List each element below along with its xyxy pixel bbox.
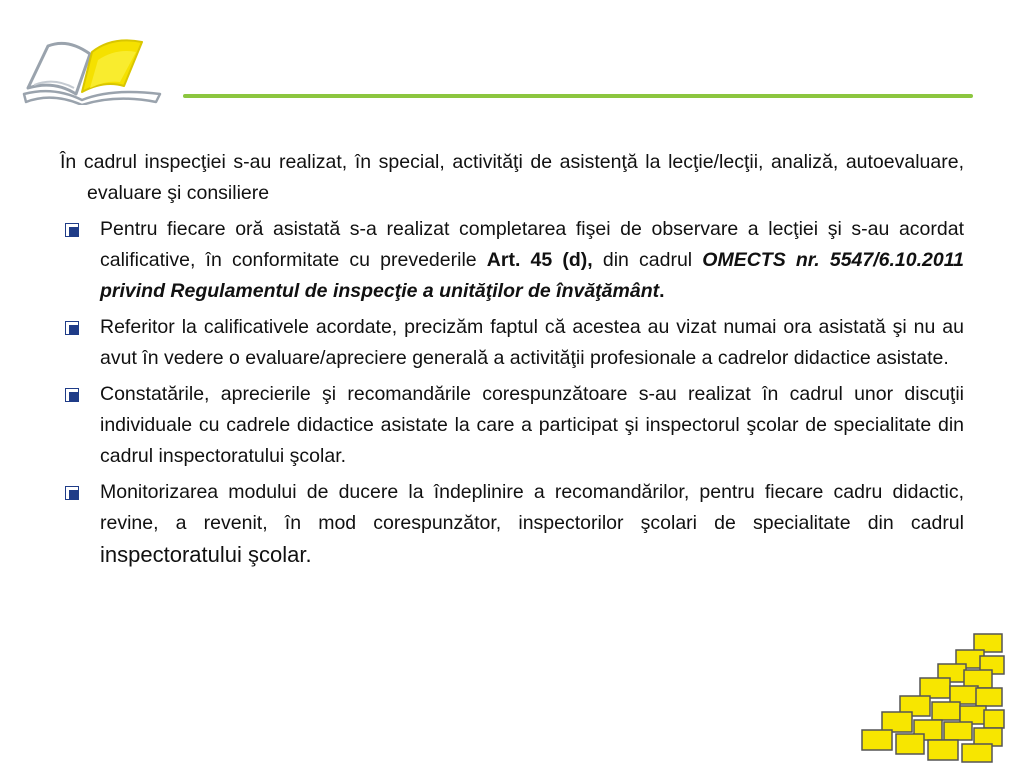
open-book-icon <box>20 30 165 105</box>
checkbox-square-icon <box>65 223 79 237</box>
intro-paragraph: În cadrul inspecţiei s-au realizat, în special, activităţi de asistenţă la lecţie/lecţii, analiză, autoevaluare, evaluare şi consiliere <box>60 151 964 204</box>
checkbox-square-icon <box>65 486 79 500</box>
checkbox-square-icon <box>65 321 79 335</box>
decoration <box>856 630 1006 765</box>
logo <box>20 30 165 105</box>
list-item: Referitor la calificativele acordate, precizăm faptul că acestea au vizat numai ora asistată şi nu au avut în vedere o evaluare/apreciere generală a activităţii profesionale a cadrelor didactice asistate. <box>60 312 964 374</box>
checkbox-square-icon <box>65 388 79 402</box>
list-item: Monitorizarea modului de ducere la îndeplinire a recomandărilor, pentru fiecare cadru didactic, revine, a revenit, în mod corespunzător, inspectorilor şcolari de specialitate din cadrul inspectoratului şcolar. <box>60 477 964 572</box>
list-item: Constatările, aprecierile şi recomandările corespunzătoare s-au realizat în cadrul unor discuţii individuale cu cadrele didactice asistate la care a participat şi inspectorul şcolar de specialitate din cadrul inspectoratului şcolar. <box>60 379 964 472</box>
header-rule <box>183 94 973 98</box>
content-text <box>60 147 964 577</box>
list-item: Pentru fiecare oră asistată s-a realizat completarea fişei de observare a lecţiei şi s-au acordat calificative, în conformitate cu prevederile Art. 45 (d), din cadrul OMECTS nr. 5547/6.10.2011 privind Regulamentul de inspecţie a unităţilor de învăţământ. <box>60 214 964 307</box>
stacked-blocks-icon <box>856 630 1006 765</box>
